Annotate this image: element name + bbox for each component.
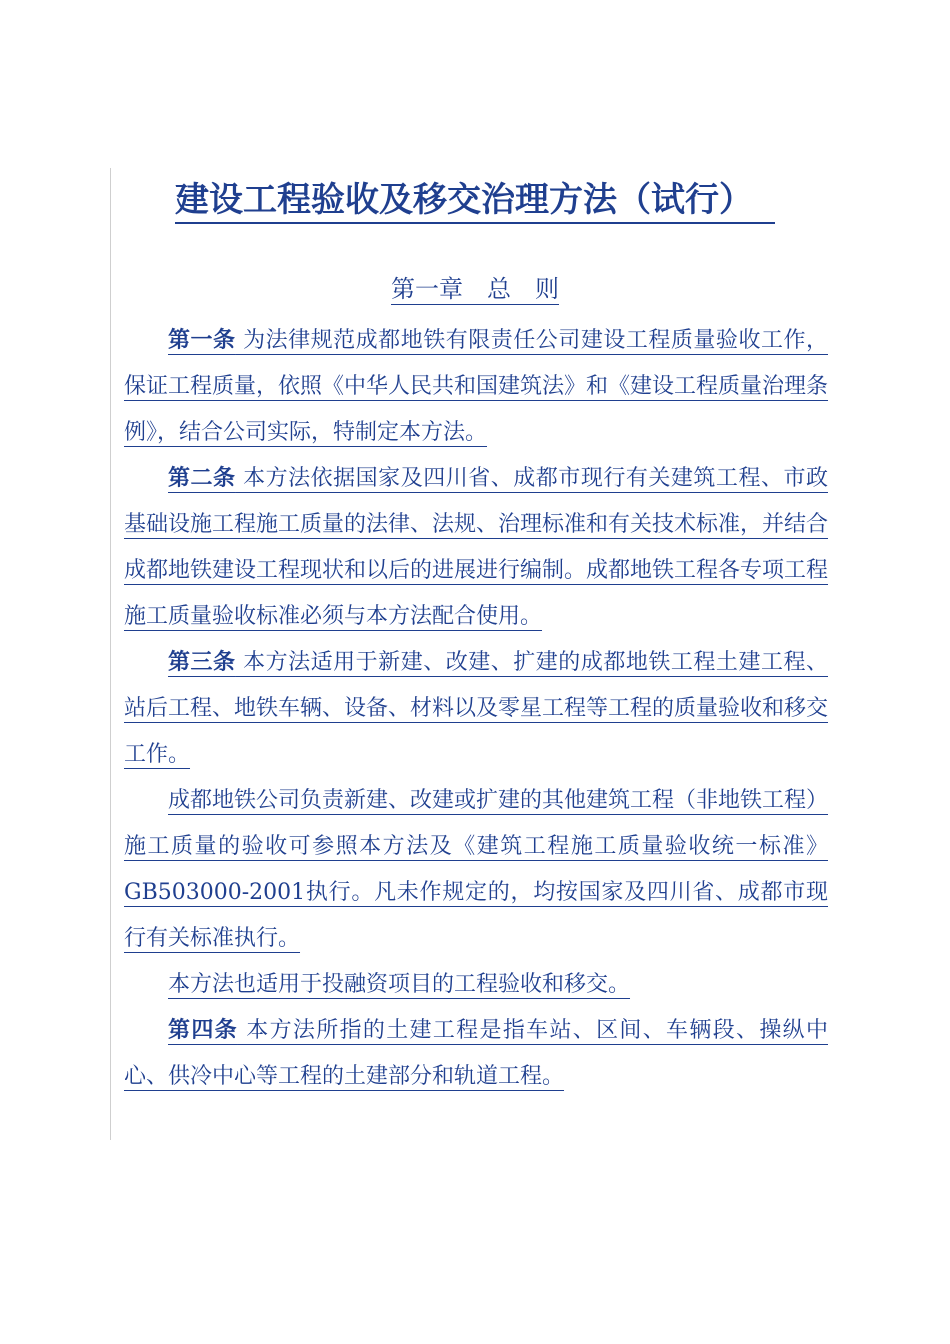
chapter-heading-text: 第一章 总 则 <box>391 275 559 303</box>
article-1 <box>124 318 828 456</box>
document-title: 建设工程验收及移交治理方法（试行） <box>175 178 775 224</box>
article-label: 第二条 <box>168 466 236 491</box>
margin-rule <box>110 168 111 1140</box>
article-label: 第四条 <box>168 1018 238 1043</box>
paragraph-scope-investment <box>124 962 828 1008</box>
article-text: 为法律规范成都地铁有限责任公司建设工程质量验收工作，保证工程质量，依照《中华人民共和国建筑法》和《建设工程质量治理条例》，结合公司实际，特制定本方法。 <box>124 328 829 445</box>
article-label: 第一条 <box>168 328 236 353</box>
paragraph-text: 成都地铁公司负责新建、改建或扩建的其他建筑工程（非地铁工程）施工质量的验收可参照本方法及《建筑工程施工质量验收统一标准》GB503000-2001执行。凡未作规定的，均按国家及四川省、成都市现行有关标准执行。 <box>124 788 829 951</box>
article-label: 第三条 <box>168 650 236 675</box>
paragraph-text: 本方法也适用于投融资项目的工程验收和移交。 <box>168 972 631 997</box>
article-4 <box>124 1008 828 1100</box>
article-2 <box>124 456 828 640</box>
chapter-heading <box>0 272 950 306</box>
article-text: 本方法依据国家及四川省、成都市现行有关建筑工程、市政基础设施工程施工质量的法律、法规、治理标准和有关技术标准，并结合成都地铁建设工程现状和以后的进展进行编制。成都地铁工程各专项工程施工质量验收标准必须与本方法配合使用。 <box>124 466 829 629</box>
paragraph-scope-other <box>124 778 828 962</box>
article-text: 本方法所指的土建工程是指车站、区间、车辆段、操纵中心、供冷中心等工程的土建部分和轨道工程。 <box>124 1018 828 1089</box>
document-body <box>124 318 828 1100</box>
article-text: 本方法适用于新建、改建、扩建的成都地铁工程土建工程、站后工程、地铁车辆、设备、材料以及零星工程等工程的质量验收和移交工作。 <box>124 650 829 767</box>
article-3 <box>124 640 828 778</box>
